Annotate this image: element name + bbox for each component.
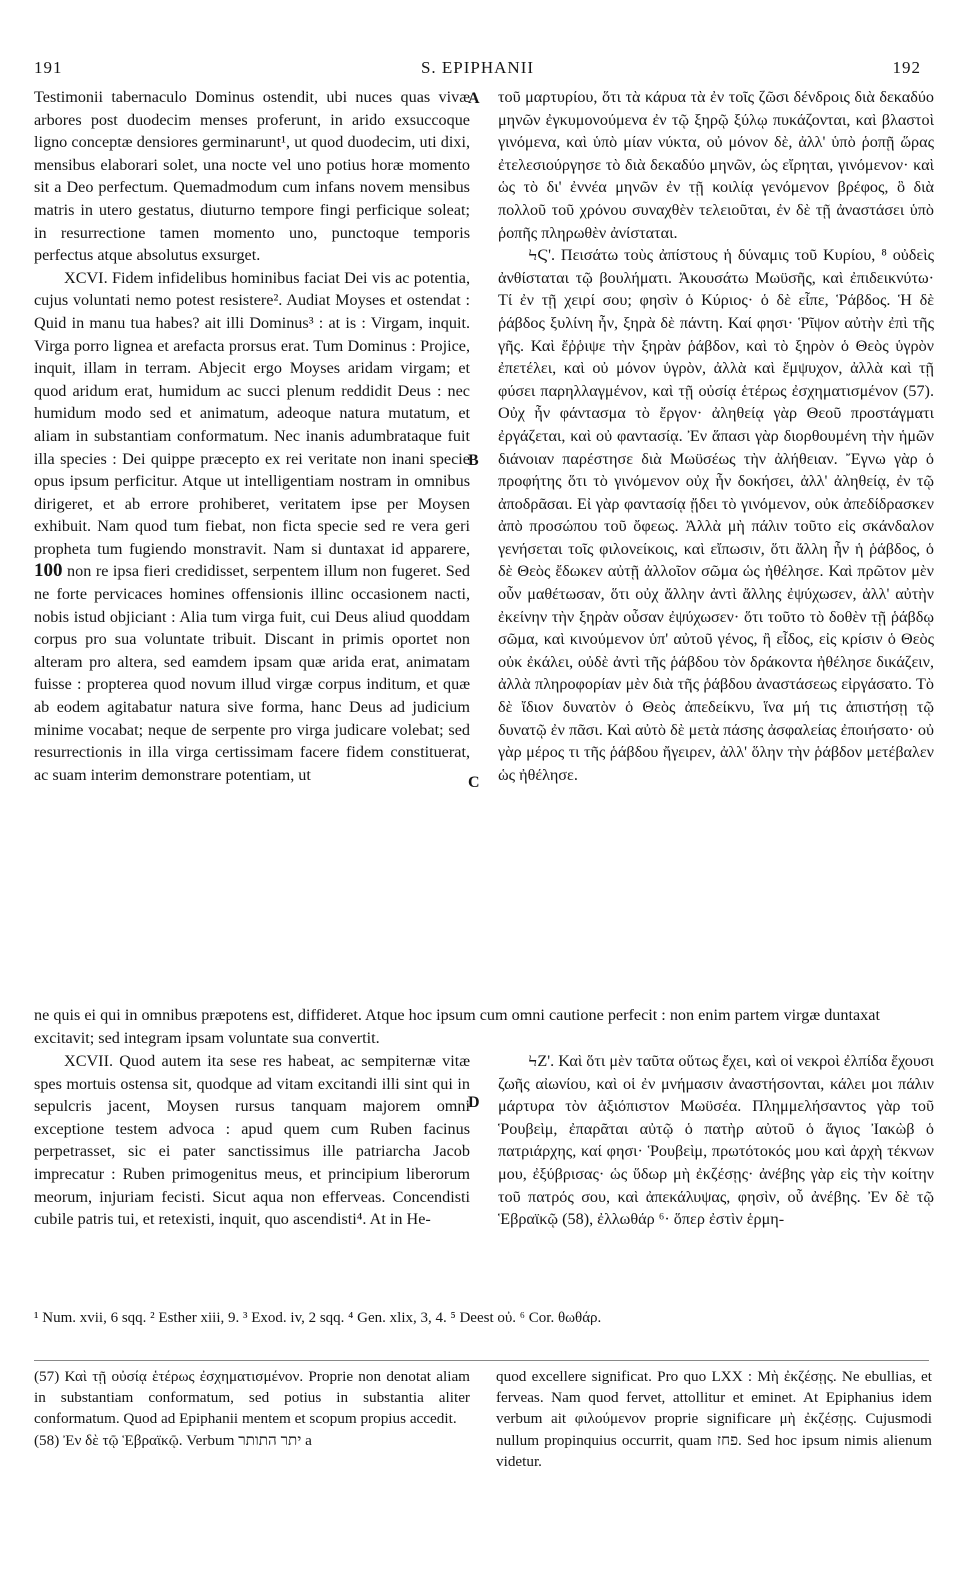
latin-paragraph-1: Testimonii tabernaculo Dominus ostendit, ubi nuces quas vivæ arbores post duodecim menses proferunt, in arido exsuccoque ligno conceptæ densiores germinarunt¹, ut quod duodecim, uti dixi, mensibus elaborari solet, una nocte vel uno potius horæ momento sit a Deo perfectum. Quemadmodum cum infans novem mensibus matris in utero gestatus, diuturno tempore fingi perficique soleat; in resurrectione tamen momento uno, punctoque temporis perfectus atque absolutus exsurget.: [34, 88, 470, 265]
commentary-left: [34, 1366, 470, 1451]
footnote-divider: [34, 1360, 929, 1361]
margin-letter-c: C: [468, 774, 480, 791]
footnotes: ¹ Num. xvii, 6 sqq. ² Esther xiii, 9. ³ Exod. iv, 2 sqq. ⁴ Gen. xlix, 3, 4. ⁵ Deest οὐ. ⁶ Cor. θωθάρ.: [34, 1310, 602, 1326]
latin-column: [34, 86, 470, 786]
margin-letter-d: D: [468, 1094, 480, 1111]
margin-letter-b: B: [468, 452, 479, 469]
latin-paragraph-2: [34, 267, 470, 787]
running-title: S. EPIPHANII: [420, 58, 535, 77]
latin-paragraph-3: XCVII. Quod autem ita sese res habeat, ac sempiternæ vitæ spes mortuis ostensa sit, quodque ad vitam excitandi illi sint qui in sepulcris jacent, Moysen rursus tanquam majorem omni exceptione testem advoca : apud quem cum Ruben facinus perpetrasset, sic ei pater sanctissimus ille patriarcha Jacob imprecatur : Ruben primogenitus meus, et principium liberorum meorum, injuriam fecisti. Sicut aqua non efferveas. Concendisti cubile patris tui, et retexisti, inquit, quo ascendisti⁴. At in He-: [34, 1052, 470, 1229]
greek-paragraph-1: τοῦ μαρτυρίου, ὅτι τὰ κάρυα τὰ ἐν τοῖς ζῶσι δένδροις διὰ δεκαδύο μηνῶν ἐγκυμονούμενα ἐν τῷ ξηρῷ ξύλῳ πυκάζονται, καὶ βλαστοὶ γινόμενα, καὶ ὑπὸ μίαν νύκτα, οὐ μόνον δὲ, ἀλλ' ὑπὸ ῥοπῇ ὥρας ἐτελεσιούργησε τὸ διὰ δεκαδύο μηνῶν, ὡς εἴρηται, γινόμενον· καὶ ὡς τὸ δι' ἐννέα μηνῶν ἐν τῇ κοιλίᾳ γενόμενον βρέφος, ὃ διὰ πολλοῦ τοῦ χρόνου συναχθὲν τελειοῦται, ἐν δὲ τῇ ἀναστάσει ὑπὸ ῥοπῆς πληρωθὲν ἀνίσταται.: [498, 88, 934, 242]
greek-paragraph-3: ϞΖ'. Καὶ ὅτι μὲν ταῦτα οὕτως ἔχει, καὶ οἱ νεκροὶ ἐλπίδα ἔχουσι ζωῆς αἰωνίου, καὶ οἱ ἐν μνήμασιν ἀναστήσονται, κάλει μοι πάλιν μάρτυρα τὸν ἀξιόπιστον Μωϋσέα. Πλημμελήσαντος γὰρ τοῦ Ῥουβεὶμ, ἐπαρᾶται αὐτῷ ὁ πατὴρ αὐτοῦ ὁ ἅγιος Ἰακὼβ ὁ πατριάρχης, καί φησι· Ῥουβεὶμ, πρωτότοκός μου καὶ ἀρχὴ τέκνων μου, ἐξύβρισας· ὡς ὕδωρ μὴ ἐκζέσῃς· ἀνέβης γὰρ εἰς τὴν κοίτην τοῦ πατρός σου, καὶ ἀπεκάλυψας, φησὶν, οὗ ἀνέβης. Ἐν δὲ τῷ Ἑβραϊκῷ (58), ἐλλωθάρ ⁶· ὅπερ ἐστὶν ἑρμη-: [498, 1052, 934, 1229]
commentary-right: [496, 1366, 932, 1472]
latin-paragraph-2b: non re ipsa fieri credidisset, serpentem illum non fugeret. Sed ne forte pervicaces homines offensionis illinc occasionem nacti, nobis istud objiciant : Alia tum virga fuit, cui Deus aliud quoddam corpus pro sua voluntate tribuit. Discant in primis oportet non alteram pro altera, sed eamdem ipsam quæ arida erat, animatam fuisse : propterea quod novum illud virgæ corpus inditum, et quæ ab eodem agitabatur natura sive forma, hanc Deus ad judicium minime vocabat; neque de serpente pro virga judicare volebat; sed resurrectionis in illa virga certissimam facere fidem constituerat, ac suam interim demonstrare potentiam, ut: [34, 562, 471, 784]
margin-letter-a: A: [468, 90, 480, 107]
left-page-number: 191: [34, 58, 63, 77]
note-58: (58) Ἐν δὲ τῷ Ἑβραϊκῷ. Verbum יתר התותר a: [34, 1431, 312, 1449]
page-number-marker: 100: [34, 560, 63, 582]
note-57: (57) Καὶ τῇ οὐσίᾳ ἑτέρως ἐσχηματισμένον. Proprie non denotat aliam in substantiam conformatum, sed potius in substantia aliter conformatum. Quod ad Epiphanii mentem et scopum propius accedit.: [34, 1368, 470, 1428]
latin-column-2: [34, 1050, 470, 1231]
latin-paragraph-2a: XCVI. Fidem infidelibus hominibus faciat Dei vis ac potentia, cujus voluntati nemo potest resistere². Audiat Moyses et ostendat : Quid in manu tua habes? ait illi Dominus³ : at is : Virgam, inquit. Virga porro lignea et arefacta prorsus erat. Tum Dominus : Projice, inquit, illam in terram. Abjecit ergo Moyses aridam virgam; et quod aridum erat, humidum ac succi plenum reddidit Deus : nec humidum modo sed et animatum, adeoque natura mutatum, et aliam in substantiam conformatum. Nec inanis adumbrataque fuit illa species : Dei quippe præcepto ex rei veritate non inani specie opus ipsum perficitur. Atque ut intelligentiam nostram in omnibus dirigeret, et ab errore prohiberet, veritatem ipse per Moysen exhibuit. Nam quod tum fiebat, non ficta specie sed re vera geri propheta tum fugiendo monstravit. Nam si duntaxat id apparere,: [34, 268, 470, 558]
greek-column-2: [498, 1050, 934, 1231]
note-58-continued: quod excellere significat. Pro quo LXX : Μὴ ἐκζέσῃς. Ne ebullias, et ferveas. Nam quod fervet, attollitur et eminet. At Epiphanius idem verbum ait φιλούμενον proprie significare μὴ ἐκζέσῃς. Cujusmodi nullum propinquius occurrit, quam פחז. Sed hoc ipsum nimis alienum videtur.: [496, 1368, 932, 1470]
greek-column: [498, 86, 934, 786]
right-page-number: 192: [892, 58, 921, 77]
running-header: [28, 58, 927, 84]
greek-paragraph-2: ϞϚ'. Πεισάτω τοὺς ἀπίστους ἡ δύναμις τοῦ Κυρίου, ⁸ οὐδεὶς ἀνθίσταται τῷ βουλήματι. Ἀκουσάτω Μωϋσῆς, καὶ ἐπιδεικνύτω· Τί ἐν τῇ χειρί σου; φησὶν ὁ Κύριος· ὁ δὲ εἶπε, Ῥάβδος. Ἡ δὲ ῥάβδος ξυλίνη ἦν, ξηρὰ δὲ πάντη. Καί φησι· Ῥῖψον αὐτὴν ἐπὶ τῆς γῆς. Καὶ ἔῤῥιψε τὴν ξηρὰν ῥάβδον, καὶ τὸ ξηρὸν ὁ Θεὸς ὑγρὸν ἐπετέλει, καὶ οὐ μόνον ὑγρὸν, ἀλλὰ καὶ ἔμψυχον, ἀλλὰ καὶ τῇ φύσει παρηλλαγμένον, καὶ τῇ οὐσίᾳ ἑτέρως ἐσχηματισμένον (57). Οὐχ ἦν φάντασμα τὸ ἔργον· ἀληθείᾳ γὰρ Θεοῦ προστάγματι ἐργάζεται, καὶ οὐ φαντασίᾳ. Ἐν ἅπασι γὰρ διορθουμένη τὴν ἡμῶν διάνοιαν παρέστησε διὰ Μωϋσέως τὴν ἀλήθειαν. Ἔγνω γὰρ ὁ προφήτης ὅτι τὸ γινόμενον οὐχ ἦν δοκήσει, ἀλλ' ἀληθείᾳ, ἐν τῷ ἀποδρᾶσαι. Εἰ γὰρ φαντασίᾳ ᾔδει τὸ γινόμενον, οὐκ ἀπεδίδρασκεν ἀπὸ προσώπου τοῦ ὄφεως. Ἀλλὰ μὴ πάλιν τοῦτο εἰς σκάνδαλον γενήσεται τοῖς φιλονείκοις, καὶ εἴπωσιν, ὅτι ἄλλη ἦν ἡ ῥάβδος, ὁ δὲ Θεὸς ἔδωκεν αὐτῇ ἀλλοῖον σῶμα ὡς ἠθέλησε. Καὶ πρῶτον μὲν οὖν μαθέτωσαν, ὅτι οὐχ ἄλλην ἀντὶ ἄλλης ἐψύχωσεν, ἀλλ' αὐτὴν ἐκείνην τὴν ξηρὰν οὖσαν ἐψύχωσεν· ὅτι τοῦτο τὸ δοθὲν τῇ ῥάβδῳ σῶμα, καὶ κινούμενον ὑπ' αὐτοῦ γένος, ἢ εἶδος, εἰς κρίσιν ὁ Θεὸς οὐκ ἐκάλει, οὐδὲ ἀντὶ τῆς ῥάβδου τὸν δράκοντα ἠθέλησε δικάζειν, ἀλλὰ πληροφορίαν μὲν διὰ τῆς ῥάβδου ἀναστάσεως εἰργάσατο. Τὸ δὲ ἴδιον δυνατὸν ὁ Θεὸς ἀπεδείκνυ, ἵνα μή τις ἀπιστήσῃ τῷ δυνατῷ ἐν πᾶσι. Καὶ αὐτὸ δὲ μετὰ πάσης ἀσφαλείας ἐποιήσατο· οὐ γὰρ μέρος τι τῆς ῥάβδου ἤγειρεν, ἀλλ' ὅλην τὴν ῥάβδον μετέβαλεν ὡς ἠθέλησε.: [498, 246, 934, 784]
two-column-text-2: [28, 1050, 934, 1300]
two-column-text: [28, 86, 934, 1002]
spanning-line: ne quis ei qui in omnibus præpotens est, diffideret. Atque hoc ipsum cum omni cautione perfecit : non enim partem virgæ duntaxat excitavit; sed integram ipsam voluntate sua convertit.: [34, 1006, 880, 1047]
